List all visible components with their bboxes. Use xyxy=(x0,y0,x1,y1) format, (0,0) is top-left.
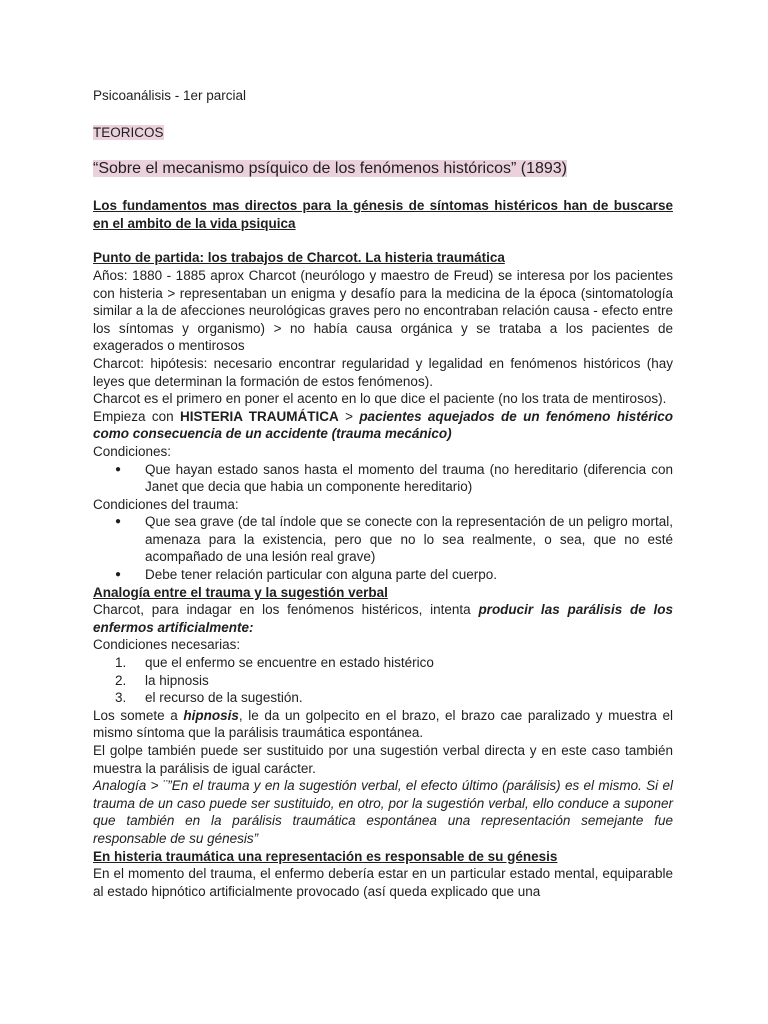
s2p1-bold-italic: producir las parálisis de los enfermos artificialmente: xyxy=(93,602,673,635)
necessary-list xyxy=(93,654,673,707)
trauma-conditions-list xyxy=(93,513,673,583)
p4-bold-italic: pacientes aquejados de un fenómeno histérico como consecuencia de un accidente (trauma mecánico) xyxy=(93,408,673,442)
s2p2-bold-italic: hipnosis xyxy=(183,707,239,723)
section3-heading: En histeria traumática una representación es responsable de su génesis xyxy=(93,848,558,864)
paper-title-highlight: “Sobre el mecanismo psíquico de los fenómenos históricos” (1893) xyxy=(93,160,568,178)
section1-paragraph-2: Charcot: hipótesis: necesario encontrar regularidad y legalidad en fenómenos históricos (hay leyes que determinan la formación de estos fenómenos). xyxy=(93,355,673,389)
s2p1-start: Charcot, para indagar en los fenómenos histéricos, intenta xyxy=(93,602,479,618)
section2-paragraph-2 xyxy=(93,707,673,742)
s2p2-start: Los somete a xyxy=(93,707,184,723)
list-item: el recurso de la sugestión. xyxy=(145,690,303,706)
section2-paragraph-1 xyxy=(93,601,673,636)
s2p2-end: , le da un golpecito en el brazo, el brazo cae paralizado y muestra el mismo síntoma que la parálisis traumática espontánea. xyxy=(93,707,674,741)
list-item: ● Que hayan estado sanos hasta el momento del trauma (no hereditario (diferencia con Janet que decia que habia un componente hereditario) xyxy=(139,461,673,496)
trauma-conditions-label: Condiciones del trauma: xyxy=(93,496,239,512)
section-label-highlight: TEORICOS xyxy=(93,124,164,140)
p4-bold: HISTERIA TRAUMÁTICA xyxy=(179,408,339,424)
section2-heading: Analogía entre el trauma y la sugestión verbal xyxy=(93,584,388,600)
section1-heading: Punto de partida: los trabajos de Charcot. La histeria traumática xyxy=(93,250,505,266)
spacer xyxy=(93,232,673,249)
p4-start: Empieza con xyxy=(93,408,180,424)
list-item: que el enfermo se encuentre en estado histérico xyxy=(145,655,434,671)
list-item: ● Debe tener relación particular con alguna parte del cuerpo. xyxy=(139,566,673,584)
section2-paragraph-4: Analogía > ¨”En el trauma y en la sugestión verbal, el efecto último (parálisis) es el mismo. Si el trauma de un caso puede ser sustituido, en otro, por la sugestión verbal, ello conduce a suponer que también en la parálisis traumática espontánea una representación semejante fue responsable de su génesis” xyxy=(93,778,673,846)
conditions-list xyxy=(93,461,673,496)
section1-paragraph-1: Años: 1880 - 1885 aprox Charcot (neurólogo y maestro de Freud) se interesa por los pacientes con histeria > representaban un enigma y desafío para la medicina de la época (sintomatología similar a la de afecciones neurológicas graves pero no encontraban relación causa - efecto entre los síntomas y organismo) > no había causa orgánica y se trataba a los pacientes de exagerados o mentirosos xyxy=(93,267,673,354)
section1-paragraph-3: Charcot es el primero en poner el acento en lo que dice el paciente (no los trata de mentirosos). xyxy=(93,391,667,407)
section3-paragraph-1: En el momento del trauma, el enfermo debería estar en un particular estado mental, equiparable al estado hipnótico artificialmente provocado (así queda explicado que una xyxy=(93,866,673,899)
conditions-label: Condiciones: xyxy=(93,443,172,459)
necessary-label: Condiciones necesarias: xyxy=(93,637,241,653)
section-label xyxy=(93,124,673,142)
section1-paragraph-4 xyxy=(93,408,673,443)
section2-paragraph-3: El golpe también puede ser sustituido por una sugestión verbal directa y en este caso también muestra la parálisis de igual carácter. xyxy=(93,743,673,776)
paper-title xyxy=(93,159,673,179)
p4-mid: > xyxy=(338,408,360,424)
intro-heading: Los fundamentos mas directos para la génesis de síntomas histéricos han de buscarse en el ambito de la vida psiquica xyxy=(93,198,673,231)
list-item: la hipnosis xyxy=(145,672,209,688)
list-item: ● Que sea grave (de tal índole que se conecte con la representación de un peligro mortal, amenaza para la existencia, pero que no lo sea realmente, o sea, que no esté acompañado de una lesión real grave) xyxy=(139,513,673,566)
doc-title: Psicoanálisis - 1er parcial xyxy=(93,88,247,103)
